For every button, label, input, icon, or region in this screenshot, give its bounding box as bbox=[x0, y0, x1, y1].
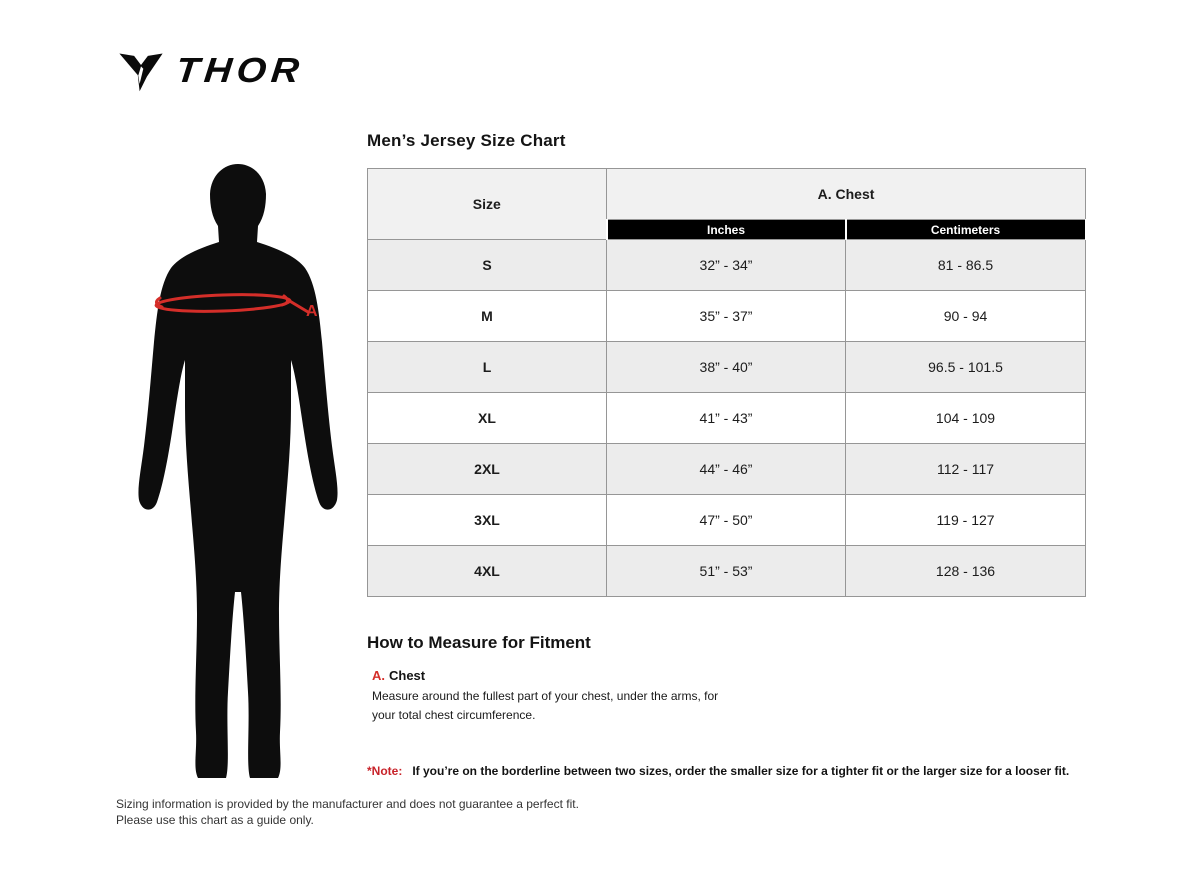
size-cell: M bbox=[368, 291, 607, 342]
centimeters-cell: 128 - 136 bbox=[846, 546, 1086, 597]
inches-cell: 35” - 37” bbox=[607, 291, 846, 342]
table-row bbox=[368, 342, 1086, 393]
table-row bbox=[368, 495, 1086, 546]
table-row bbox=[368, 546, 1086, 597]
table-row bbox=[368, 393, 1086, 444]
thor-horns-icon bbox=[118, 46, 164, 96]
size-cell: XL bbox=[368, 393, 607, 444]
size-cell: 4XL bbox=[368, 546, 607, 597]
footer-disclaimer bbox=[116, 797, 579, 829]
size-table-body bbox=[368, 240, 1086, 597]
size-cell: 3XL bbox=[368, 495, 607, 546]
column-header-chest: A. Chest bbox=[607, 169, 1086, 220]
centimeters-cell: 112 - 117 bbox=[846, 444, 1086, 495]
inches-cell: 41” - 43” bbox=[607, 393, 846, 444]
measure-item-chest bbox=[372, 668, 732, 724]
table-row bbox=[368, 291, 1086, 342]
centimeters-cell: 81 - 86.5 bbox=[846, 240, 1086, 291]
sizing-note bbox=[367, 764, 1087, 778]
size-cell: 2XL bbox=[368, 444, 607, 495]
measure-item-heading bbox=[372, 668, 732, 683]
centimeters-cell: 96.5 - 101.5 bbox=[846, 342, 1086, 393]
column-header-size: Size bbox=[368, 169, 607, 240]
inches-cell: 44” - 46” bbox=[607, 444, 846, 495]
thor-logo bbox=[118, 46, 304, 96]
chest-measure-letter: A bbox=[306, 303, 318, 320]
size-chart-table bbox=[367, 168, 1087, 597]
inches-cell: 47” - 50” bbox=[607, 495, 846, 546]
note-prefix: *Note: bbox=[367, 764, 403, 778]
footer-line-2: Please use this chart as a guide only. bbox=[116, 812, 314, 827]
column-subheader-inches: Inches bbox=[607, 220, 846, 240]
centimeters-cell: 104 - 109 bbox=[846, 393, 1086, 444]
centimeters-cell: 119 - 127 bbox=[846, 495, 1086, 546]
measure-item-key: A. bbox=[372, 668, 385, 683]
size-chart-title: Men’s Jersey Size Chart bbox=[367, 131, 566, 150]
size-cell: S bbox=[368, 240, 607, 291]
inches-cell: 51” - 53” bbox=[607, 546, 846, 597]
how-to-measure-title: How to Measure for Fitment bbox=[367, 633, 591, 652]
column-subheader-centimeters: Centimeters bbox=[846, 220, 1086, 240]
inches-cell: 32” - 34” bbox=[607, 240, 846, 291]
table-row bbox=[368, 444, 1086, 495]
note-text: If you’re on the borderline between two sizes, order the smaller size for a tighter fit or the larger size for a looser fit. bbox=[412, 764, 1070, 778]
male-silhouette-icon bbox=[138, 162, 338, 790]
table-row bbox=[368, 240, 1086, 291]
measure-item-description: Measure around the fullest part of your chest, under the arms, for your total chest circumference. bbox=[372, 689, 719, 722]
size-cell: L bbox=[368, 342, 607, 393]
male-silhouette-figure bbox=[138, 162, 338, 790]
measure-item-label: Chest bbox=[389, 668, 426, 683]
inches-cell: 38” - 40” bbox=[607, 342, 846, 393]
thor-wordmark: THOR bbox=[174, 51, 306, 90]
centimeters-cell: 90 - 94 bbox=[846, 291, 1086, 342]
footer-line-1: Sizing information is provided by the manufacturer and does not guarantee a perfect fit. bbox=[116, 797, 579, 811]
